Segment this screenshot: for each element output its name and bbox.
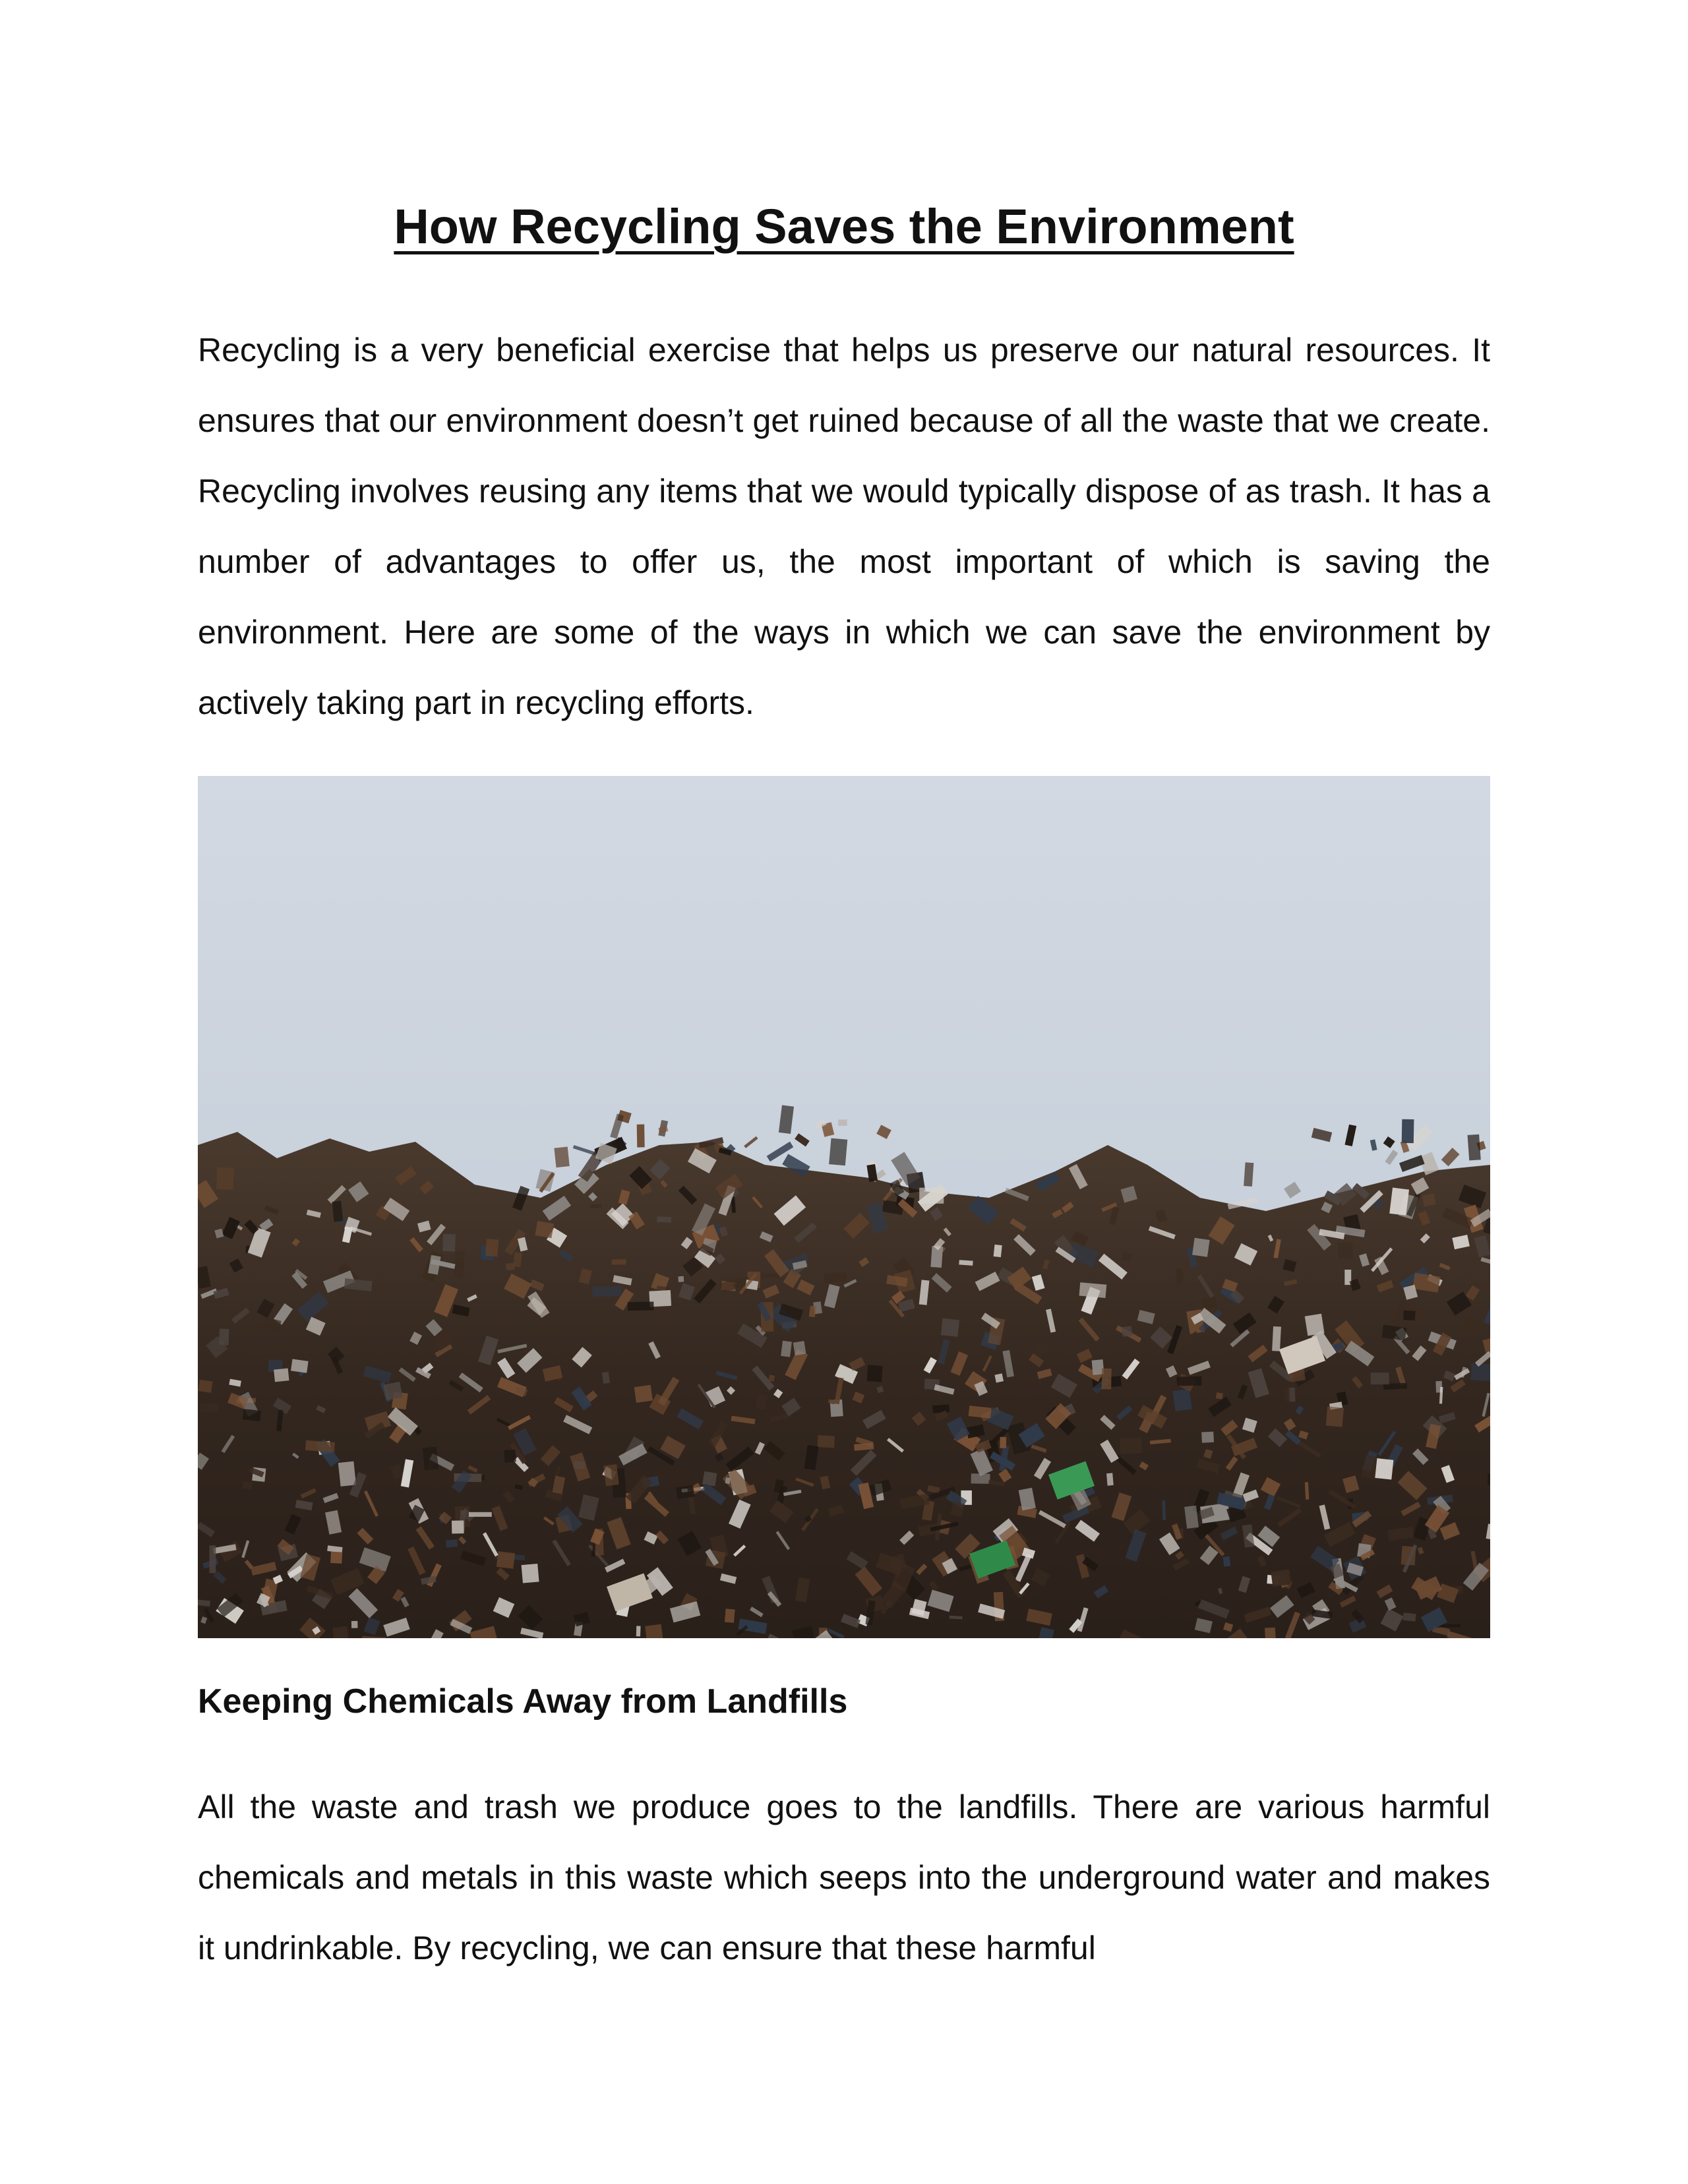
debris-fragment <box>209 1545 216 1573</box>
debris-fragment <box>1000 1437 1006 1448</box>
debris-fragment <box>330 1552 342 1564</box>
debris-fragment <box>243 1409 261 1421</box>
debris-fragment <box>678 1276 684 1282</box>
debris-fragment <box>1326 1406 1344 1427</box>
debris-fragment <box>634 1385 653 1403</box>
debris-fragment <box>1192 1238 1209 1257</box>
section-paragraph: All the waste and trash we produce goes to the landfills. There are various harmful chemicals and metals in this waste which seeps into the underground water and makes it undrinkable. By recycling, we can ensure that these harmful <box>198 1788 1490 1966</box>
debris-fragment <box>994 1245 1002 1257</box>
debris-fragment <box>1468 1135 1481 1161</box>
debris-fragment <box>959 1260 973 1266</box>
debris-fragment <box>592 1286 622 1297</box>
debris-fragment <box>932 1404 950 1413</box>
debris-fragment <box>1403 1311 1416 1320</box>
debris-fragment <box>452 1520 464 1533</box>
debris-fragment <box>1222 1556 1230 1567</box>
section-heading: Keeping Chemicals Away from Landfills <box>198 1682 848 1721</box>
debris-fragment <box>423 1447 438 1471</box>
debris-fragment <box>725 1608 735 1622</box>
debris-fragment <box>506 1263 515 1270</box>
debris-fragment <box>930 1246 943 1268</box>
debris-fragment <box>554 1147 569 1168</box>
debris-fragment <box>824 1272 847 1283</box>
debris-fragment <box>1285 1387 1290 1402</box>
debris-fragment <box>1402 1612 1416 1621</box>
debris-fragment <box>243 1481 253 1489</box>
debris-fragment <box>1079 1282 1107 1298</box>
debris-fragment <box>829 1138 847 1166</box>
debris-fragment <box>504 1450 516 1463</box>
debris-fragment <box>200 1403 218 1412</box>
debris-fragment <box>1120 1437 1142 1454</box>
debris-fragment <box>383 1382 402 1400</box>
document-title: How Recycling Saves the Environment <box>394 199 1294 254</box>
debris-fragment <box>1122 1326 1133 1337</box>
debris-fragment <box>793 1341 806 1355</box>
landfill-photo <box>198 776 1490 1638</box>
debris-fragment <box>591 1204 602 1208</box>
debris-fragment <box>628 1302 654 1311</box>
debris-fragment <box>1371 1372 1389 1384</box>
debris-fragment <box>941 1318 959 1337</box>
debris-fragment <box>838 1119 847 1126</box>
debris-fragment <box>702 1471 717 1487</box>
debris-fragment <box>612 1259 626 1264</box>
debris-fragment <box>351 1621 358 1628</box>
debris-fragment <box>1470 1363 1490 1381</box>
debris-fragment <box>971 1473 990 1484</box>
debris-fragment <box>1389 1187 1409 1215</box>
debris-fragment <box>1422 1193 1436 1206</box>
debris-fragment <box>994 1373 1004 1382</box>
debris-fragment <box>1271 1570 1290 1587</box>
debris-fragment <box>1102 1369 1112 1390</box>
debris-fragment <box>216 1167 234 1190</box>
debris-fragment <box>469 1512 492 1517</box>
debris-fragment <box>781 1341 792 1357</box>
debris-fragment <box>657 1216 671 1222</box>
debris-fragment <box>1106 1473 1114 1485</box>
debris-fragment <box>1338 1243 1353 1258</box>
debris-fragment <box>1402 1119 1414 1143</box>
debris-fragment <box>1272 1326 1281 1351</box>
debris-fragment <box>725 1477 731 1484</box>
debris-fragment <box>867 1365 883 1382</box>
debris-fragment <box>442 1234 456 1252</box>
debris-fragment <box>535 1221 554 1238</box>
debris-fragment <box>603 1464 619 1486</box>
debris-fragment <box>1177 1376 1202 1386</box>
debris-fragment <box>291 1359 309 1373</box>
debris-fragment <box>645 1624 664 1638</box>
debris-fragment <box>636 1626 641 1636</box>
debris-fragment <box>1176 1268 1183 1284</box>
debris-fragment <box>338 1461 356 1487</box>
debris-fragment <box>1216 1392 1223 1399</box>
debris-fragment <box>198 1380 213 1393</box>
debris-fragment <box>818 1435 835 1448</box>
intro-paragraph: Recycling is a very beneficial exercise that helps us preserve our natural resources. It ensures that our environment doesn’t get ruined because of all the waste that we create. Recycling involves reusing any items that we would typically dispose of as trash. It has a number of advantages to offer us, the most important of which is saving the environment. Here are some of the ways in which we can save the environment by actively taking part in recycling efforts. <box>198 332 1490 721</box>
debris-fragment <box>1244 1162 1253 1187</box>
debris-fragment <box>485 1239 498 1256</box>
debris-fragment <box>497 1551 515 1569</box>
debris-fragment <box>1201 1432 1214 1443</box>
debris-fragment <box>1265 1628 1276 1638</box>
debris-fragment <box>274 1369 289 1382</box>
debris-fragment <box>919 1188 944 1204</box>
debris-fragment <box>1172 1389 1192 1411</box>
debris-fragment <box>305 1440 335 1452</box>
debris-fragment <box>446 1539 458 1548</box>
debris-fragment <box>637 1125 645 1148</box>
debris-fragment <box>522 1564 539 1583</box>
debris-fragment <box>1375 1458 1393 1479</box>
debris-fragment <box>1488 1474 1490 1485</box>
